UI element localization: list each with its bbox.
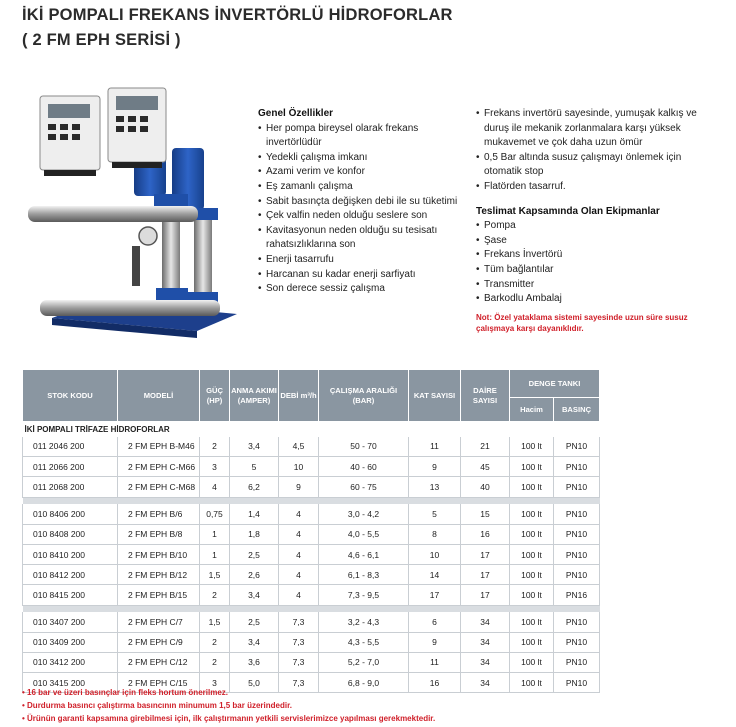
cell-current: 2,5 bbox=[230, 544, 279, 564]
cell-flow: 4 bbox=[279, 585, 319, 605]
cell-range: 3,2 - 4,3 bbox=[319, 612, 409, 632]
cell-stock-code: 010 3415 200 bbox=[23, 673, 118, 693]
cell-tank-volume: 100 lt bbox=[510, 632, 554, 652]
cell-flats: 34 bbox=[461, 632, 510, 652]
feature-item: • Azami verim ve konfor bbox=[258, 165, 463, 180]
cell-current: 2,5 bbox=[230, 612, 279, 632]
table-row bbox=[23, 585, 600, 605]
cell-current: 3,6 bbox=[230, 652, 279, 672]
cell-model: 2 FM EPH C/15 bbox=[118, 673, 200, 693]
table-row bbox=[23, 652, 600, 672]
cell-current: 5 bbox=[230, 457, 279, 477]
group-separator bbox=[23, 605, 600, 612]
cell-range: 50 - 70 bbox=[319, 437, 409, 457]
cell-stock-code: 011 2066 200 bbox=[23, 457, 118, 477]
cell-power: 2 bbox=[200, 652, 230, 672]
feature-item: • Eş zamanlı çalışma bbox=[258, 180, 463, 195]
cell-tank-volume: 100 lt bbox=[510, 544, 554, 564]
header-tank: DENGE TANKI bbox=[510, 370, 600, 398]
cell-model: 2 FM EPH B/15 bbox=[118, 585, 200, 605]
cell-tank-volume: 100 lt bbox=[510, 504, 554, 524]
group-separator bbox=[23, 497, 600, 504]
feature-item: • 0,5 Bar altında susuz çalışmayı önlemek için otomatik stop bbox=[476, 151, 716, 180]
cell-power: 2 bbox=[200, 585, 230, 605]
page-title: İKİ POMPALI FREKANS İNVERTÖRLÜ HİDROFORLAR bbox=[22, 6, 453, 24]
page-subtitle: ( 2 FM EPH SERİSİ ) bbox=[22, 31, 181, 49]
cell-flats: 34 bbox=[461, 673, 510, 693]
table-row bbox=[23, 632, 600, 652]
feature-item: • Sabit basınçta değişken debi ile su tüketimi bbox=[258, 195, 463, 210]
general-features-heading: Genel Özellikler bbox=[258, 108, 334, 119]
header-flow: DEBİ m³/h bbox=[279, 370, 319, 422]
cell-tank-volume: 100 lt bbox=[510, 652, 554, 672]
header-range: ÇALIŞMA ARALIĞI (BAR) bbox=[319, 370, 409, 422]
cell-tank-pressure: PN10 bbox=[554, 544, 600, 564]
header-pressure: BASINÇ bbox=[554, 398, 600, 422]
cell-floors: 16 bbox=[409, 673, 461, 693]
table-row bbox=[23, 565, 600, 585]
table-row bbox=[23, 524, 600, 544]
feature-item: • Flatörden tasarruf. bbox=[476, 180, 716, 195]
cell-tank-pressure: PN10 bbox=[554, 612, 600, 632]
delivery-item: • Şase bbox=[476, 234, 716, 249]
delivery-item: • Pompa bbox=[476, 219, 716, 234]
cell-flow: 9 bbox=[279, 477, 319, 497]
cell-current: 5,0 bbox=[230, 673, 279, 693]
table-row bbox=[23, 504, 600, 524]
cell-flats: 34 bbox=[461, 612, 510, 632]
cell-tank-volume: 100 lt bbox=[510, 457, 554, 477]
spec-table bbox=[22, 369, 600, 693]
cell-flow: 4 bbox=[279, 504, 319, 524]
table-row bbox=[23, 457, 600, 477]
feature-item: • Her pompa bireysel olarak frekans invertörlüdür bbox=[258, 122, 463, 151]
cell-flats: 17 bbox=[461, 565, 510, 585]
pump-product-image bbox=[22, 86, 247, 344]
cell-flow: 10 bbox=[279, 457, 319, 477]
feature-item: • Son derece sessiz çalışma bbox=[258, 282, 463, 297]
cell-current: 6,2 bbox=[230, 477, 279, 497]
cell-flats: 16 bbox=[461, 524, 510, 544]
cell-model: 2 FM EPH B-M46 bbox=[118, 437, 200, 457]
cell-range: 7,3 - 9,5 bbox=[319, 585, 409, 605]
cell-model: 2 FM EPH C/7 bbox=[118, 612, 200, 632]
cell-model: 2 FM EPH B/6 bbox=[118, 504, 200, 524]
cell-tank-pressure: PN10 bbox=[554, 504, 600, 524]
cell-flow: 4 bbox=[279, 544, 319, 564]
cell-model: 2 FM EPH B/10 bbox=[118, 544, 200, 564]
cell-power: 3 bbox=[200, 457, 230, 477]
cell-tank-pressure: PN10 bbox=[554, 437, 600, 457]
table-row bbox=[23, 477, 600, 497]
cell-tank-pressure: PN10 bbox=[554, 457, 600, 477]
features-and-delivery bbox=[476, 107, 716, 334]
delivery-item: • Tüm bağlantılar bbox=[476, 263, 716, 278]
cell-tank-pressure: PN10 bbox=[554, 524, 600, 544]
feature-item: • Harcanan su kadar enerji sarfiyatı bbox=[258, 268, 463, 283]
cell-floors: 9 bbox=[409, 632, 461, 652]
cell-flow: 4,5 bbox=[279, 437, 319, 457]
cell-flats: 17 bbox=[461, 544, 510, 564]
feature-item: • Çek valfin neden olduğu seslere son bbox=[258, 209, 463, 224]
cell-flats: 17 bbox=[461, 585, 510, 605]
cell-floors: 5 bbox=[409, 504, 461, 524]
cell-tank-volume: 100 lt bbox=[510, 565, 554, 585]
cell-stock-code: 011 2046 200 bbox=[23, 437, 118, 457]
cell-power: 3 bbox=[200, 673, 230, 693]
cell-range: 5,2 - 7,0 bbox=[319, 652, 409, 672]
cell-tank-volume: 100 lt bbox=[510, 437, 554, 457]
header-flats: DAİRE SAYISI bbox=[461, 370, 510, 422]
cell-flow: 7,3 bbox=[279, 632, 319, 652]
cell-current: 3,4 bbox=[230, 437, 279, 457]
cell-stock-code: 010 3407 200 bbox=[23, 612, 118, 632]
general-features bbox=[258, 107, 463, 297]
feature-item: • Enerji tasarrufu bbox=[258, 253, 463, 268]
cell-model: 2 FM EPH C-M66 bbox=[118, 457, 200, 477]
cell-model: 2 FM EPH B/8 bbox=[118, 524, 200, 544]
table-row bbox=[23, 612, 600, 632]
table-row bbox=[23, 437, 600, 457]
footnotes bbox=[22, 686, 435, 725]
cell-flow: 7,3 bbox=[279, 673, 319, 693]
cell-tank-pressure: PN10 bbox=[554, 632, 600, 652]
cell-flats: 40 bbox=[461, 477, 510, 497]
section-title: İKİ POMPALI TRİFAZE HİDROFORLAR bbox=[24, 424, 170, 434]
header-power: GÜÇ (HP) bbox=[200, 370, 230, 422]
cell-model: 2 FM EPH C/9 bbox=[118, 632, 200, 652]
cell-stock-code: 010 8410 200 bbox=[23, 544, 118, 564]
cell-flats: 45 bbox=[461, 457, 510, 477]
cell-floors: 13 bbox=[409, 477, 461, 497]
cell-flow: 7,3 bbox=[279, 612, 319, 632]
feature-item: • Frekans invertörü sayesinde, yumuşak kalkış ve duruş ile mekanik zorlanmalara karşı yüksek mukavemet ve çok daha uzun ömür bbox=[476, 107, 716, 151]
cell-power: 4 bbox=[200, 477, 230, 497]
feature-item: • Kavitasyonun neden olduğu su tesisatı rahatsızlıklarına son bbox=[258, 224, 463, 253]
cell-current: 2,6 bbox=[230, 565, 279, 585]
delivery-item: • Frekans İnvertörü bbox=[476, 248, 716, 263]
cell-power: 0,75 bbox=[200, 504, 230, 524]
cell-tank-pressure: PN10 bbox=[554, 652, 600, 672]
cell-flow: 4 bbox=[279, 524, 319, 544]
delivery-item: • Barkodlu Ambalaj bbox=[476, 292, 716, 307]
cell-tank-pressure: PN10 bbox=[554, 565, 600, 585]
cell-power: 2 bbox=[200, 632, 230, 652]
cell-flats: 15 bbox=[461, 504, 510, 524]
cell-stock-code: 010 8408 200 bbox=[23, 524, 118, 544]
footnote: • 16 bar ve üzeri basınçlar için fleks hortum önerilmez. bbox=[22, 688, 228, 697]
cell-flats: 34 bbox=[461, 652, 510, 672]
footnote: • Ürünün garanti kapsamına girebilmesi için, ilk çalıştırmanın yetkili servislerimizce yapılması gerekmektedir. bbox=[22, 714, 436, 723]
cell-stock-code: 010 8406 200 bbox=[23, 504, 118, 524]
cell-floors: 17 bbox=[409, 585, 461, 605]
cell-range: 4,3 - 5,5 bbox=[319, 632, 409, 652]
header-current: ANMA AKIMI (AMPER) bbox=[230, 370, 279, 422]
cell-tank-volume: 100 lt bbox=[510, 524, 554, 544]
cell-stock-code: 010 3409 200 bbox=[23, 632, 118, 652]
cell-tank-pressure: PN10 bbox=[554, 673, 600, 693]
cell-range: 4,6 - 6,1 bbox=[319, 544, 409, 564]
cell-current: 3,4 bbox=[230, 632, 279, 652]
cell-flats: 21 bbox=[461, 437, 510, 457]
header-model: MODELİ bbox=[118, 370, 200, 422]
cell-tank-volume: 100 lt bbox=[510, 612, 554, 632]
cell-range: 4,0 - 5,5 bbox=[319, 524, 409, 544]
cell-power: 1 bbox=[200, 524, 230, 544]
cell-tank-volume: 100 lt bbox=[510, 477, 554, 497]
cell-floors: 8 bbox=[409, 524, 461, 544]
cell-range: 6,8 - 9,0 bbox=[319, 673, 409, 693]
cell-tank-pressure: PN16 bbox=[554, 585, 600, 605]
cell-model: 2 FM EPH B/12 bbox=[118, 565, 200, 585]
cell-current: 1,4 bbox=[230, 504, 279, 524]
cell-model: 2 FM EPH C/12 bbox=[118, 652, 200, 672]
cell-tank-pressure: PN10 bbox=[554, 477, 600, 497]
cell-power: 1 bbox=[200, 544, 230, 564]
cell-range: 3,0 - 4,2 bbox=[319, 504, 409, 524]
cell-current: 1,8 bbox=[230, 524, 279, 544]
cell-model: 2 FM EPH C-M68 bbox=[118, 477, 200, 497]
delivery-item: • Transmitter bbox=[476, 278, 716, 293]
cell-flow: 7,3 bbox=[279, 652, 319, 672]
delivery-heading: Teslimat Kapsamında Olan Ekipmanlar bbox=[476, 205, 660, 217]
delivery-note: Not: Özel yataklama sistemi sayesinde uzun süre susuz çalışmaya karşı dayanıklıdır. bbox=[476, 312, 688, 333]
cell-range: 60 - 75 bbox=[319, 477, 409, 497]
cell-floors: 11 bbox=[409, 437, 461, 457]
cell-flow: 4 bbox=[279, 565, 319, 585]
cell-tank-volume: 100 lt bbox=[510, 673, 554, 693]
cell-stock-code: 011 2068 200 bbox=[23, 477, 118, 497]
cell-power: 2 bbox=[200, 437, 230, 457]
cell-power: 1,5 bbox=[200, 612, 230, 632]
table-row bbox=[23, 544, 600, 564]
cell-range: 6,1 - 8,3 bbox=[319, 565, 409, 585]
cell-floors: 6 bbox=[409, 612, 461, 632]
header-stock: STOK KODU bbox=[23, 370, 118, 422]
footnote: • Durdurma basıncı çalıştırma basıncının minumum 1,5 bar üzerindedir. bbox=[22, 701, 292, 710]
cell-power: 1,5 bbox=[200, 565, 230, 585]
cell-stock-code: 010 3412 200 bbox=[23, 652, 118, 672]
header-floors: KAT SAYISI bbox=[409, 370, 461, 422]
cell-tank-volume: 100 lt bbox=[510, 585, 554, 605]
cell-stock-code: 010 8412 200 bbox=[23, 565, 118, 585]
cell-floors: 11 bbox=[409, 652, 461, 672]
cell-stock-code: 010 8415 200 bbox=[23, 585, 118, 605]
header-volume: Hacim bbox=[510, 398, 554, 422]
cell-current: 3,4 bbox=[230, 585, 279, 605]
feature-item: • Yedekli çalışma imkanı bbox=[258, 151, 463, 166]
cell-range: 40 - 60 bbox=[319, 457, 409, 477]
cell-floors: 10 bbox=[409, 544, 461, 564]
cell-floors: 14 bbox=[409, 565, 461, 585]
cell-floors: 9 bbox=[409, 457, 461, 477]
